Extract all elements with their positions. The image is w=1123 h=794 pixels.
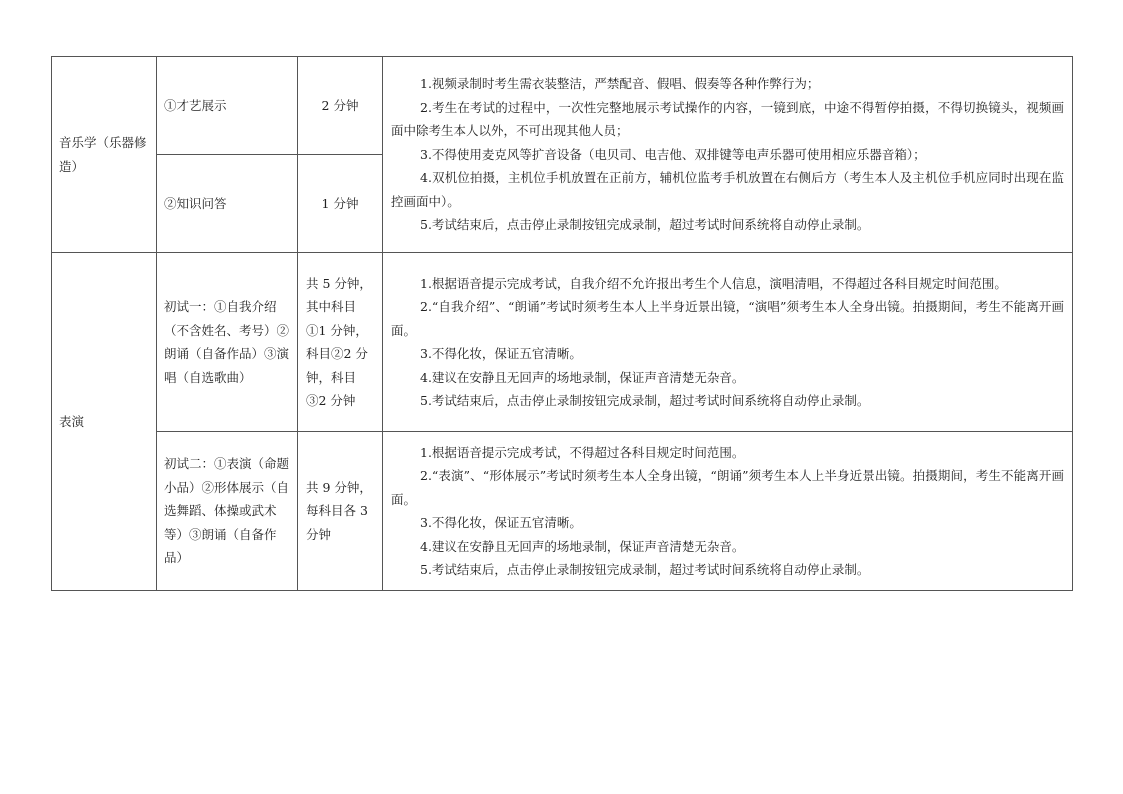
duration-label: 共 9 分钟，每科目各 3 分钟 (306, 479, 372, 542)
round-label: 初试一：①自我介绍（不含姓名、考号）②朗诵（自备作品）③演唱（自选歌曲） (164, 299, 290, 385)
requirement-line: 4.建议在安静且无回声的场地录制，保证声音清楚无杂音。 (420, 538, 745, 554)
requirement-line: 5.考试结束后，点击停止录制按钮完成录制，超过考试时间系统将自动停止录制。 (420, 217, 870, 233)
requirement-line: 2.“表演”、“形体展示”考试时须考生本人全身出镜，“朗诵”须考生本人上半身近景出镜。拍摄期间，考生不能离开画面。 (391, 468, 1064, 507)
table-row-acting-round2 (52, 432, 1073, 591)
subject-label: 音乐学（乐器修造） (59, 135, 147, 174)
duration-cell (298, 432, 383, 591)
duration-cell (298, 57, 383, 155)
item-cell (157, 253, 298, 432)
subject-label: 表演 (59, 413, 85, 429)
item-label: ①才艺展示 (164, 97, 227, 113)
exam-requirements-table (51, 56, 1073, 591)
item-cell (157, 57, 298, 155)
duration-cell (298, 155, 383, 253)
table-row-music-talent (52, 57, 1073, 155)
requirements-cell-round1 (383, 253, 1073, 432)
round-label: 初试二：①表演（命题小品）②形体展示（自选舞蹈、体操或武术等）③朗诵（自备作品） (164, 456, 290, 566)
requirements-cell-round2 (383, 432, 1073, 591)
requirement-line: 3.不得化妆，保证五官清晰。 (420, 515, 582, 530)
requirement-line: 3.不得使用麦克风等扩音设备（电贝司、电吉他、双排键等电声乐器可使用相应乐器音箱）； (420, 146, 926, 162)
requirement-line: 5.考试结束后，点击停止录制按钮完成录制，超过考试时间系统将自动停止录制。 (420, 562, 870, 577)
subject-cell-music (52, 57, 157, 253)
table-row-acting-round1 (52, 253, 1073, 432)
duration-label: 1 分钟 (321, 195, 359, 211)
requirement-line: 2.考生在考试的过程中，一次性完整地展示考试操作的内容，一镜到底，中途不得暂停拍摄，不得切换镜头，视频画面中除考生本人以外，不可出现其他人员； (391, 99, 1064, 139)
item-cell (157, 155, 298, 253)
requirements-cell-music (383, 57, 1073, 253)
requirement-line: 1.根据语音提示完成考试，自我介绍不允许报出考生个人信息，演唱清唱，不得超过各科目规定时间范围。 (420, 275, 1007, 291)
requirement-line: 3.不得化妆，保证五官清晰。 (420, 346, 582, 361)
item-cell (157, 432, 298, 591)
item-label: ②知识问答 (164, 195, 227, 211)
requirement-line: 2.“自我介绍”、“朗诵”考试时须考生本人上半身近景出镜，“演唱”须考生本人全身出镜。拍摄期间，考生不能离开画面。 (391, 299, 1064, 338)
requirement-line: 5.考试结束后，点击停止录制按钮完成录制，超过考试时间系统将自动停止录制。 (420, 393, 870, 408)
requirement-line: 4.双机位拍摄，主机位手机放置在正前方，辅机位监考手机放置在右侧后方（考生本人及主机位手机应同时出现在监控画面中）。 (391, 170, 1064, 209)
requirement-line: 1.根据语音提示完成考试，不得超过各科目规定时间范围。 (420, 444, 745, 460)
requirement-line: 4.建议在安静且无回声的场地录制，保证声音清楚无杂音。 (420, 369, 745, 385)
duration-label: 2 分钟 (321, 97, 359, 113)
duration-cell (298, 253, 383, 432)
subject-cell-acting (52, 253, 157, 591)
duration-label: 共 5 分钟，其中科目①1 分钟，科目②2 分钟，科目③2 分钟 (306, 275, 372, 408)
requirement-line: 1.视频录制时考生需衣装整洁，严禁配音、假唱、假奏等各种作弊行为； (420, 76, 820, 92)
